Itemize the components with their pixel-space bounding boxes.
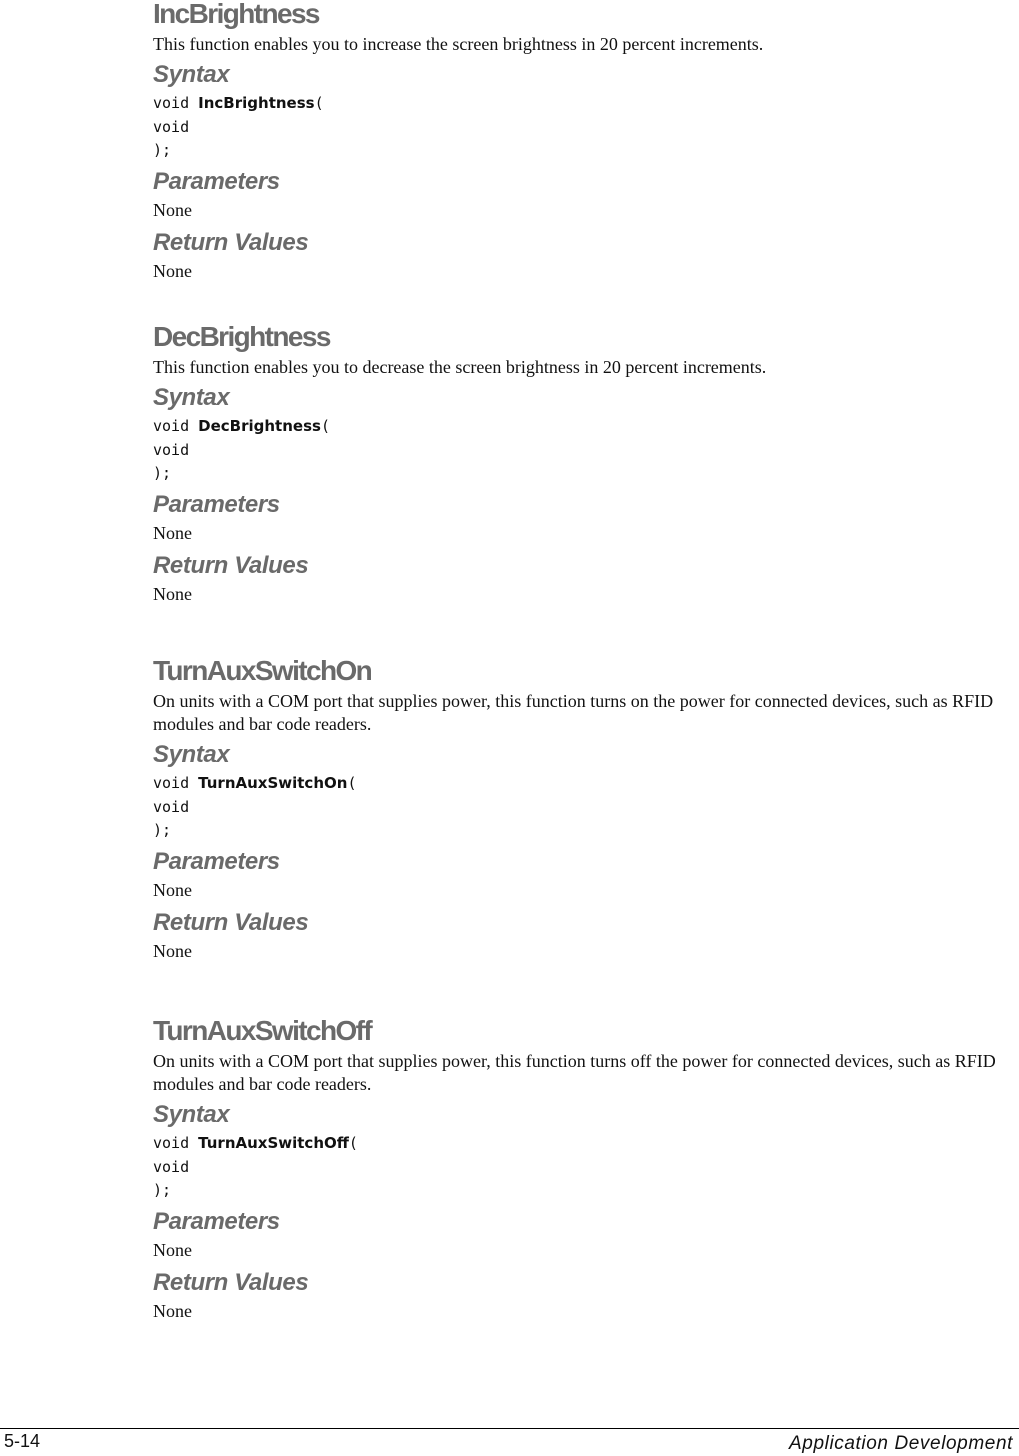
function-section-turnauxswitchoff [153, 1017, 1013, 1331]
syntax-line-arg: void [153, 117, 190, 136]
parameters-value: None [153, 1239, 192, 1260]
return-values-heading: Return Values [153, 1268, 309, 1296]
syntax-block [153, 1132, 1013, 1203]
syntax-line-signature [153, 92, 1013, 116]
syntax-heading: Syntax [153, 1101, 230, 1128]
syntax-heading: Syntax [153, 384, 230, 411]
function-description: On units with a COM port that supplies power, this function turns off the power for connected devices, such as RFID modules and bar code readers. [153, 1051, 996, 1094]
return-values-value: None [153, 940, 192, 961]
syntax-block [153, 415, 1013, 486]
return-values-heading: Return Values [153, 551, 309, 579]
function-section-incbrightness [153, 0, 1013, 291]
parameters-value: None [153, 199, 192, 220]
return-type: void [153, 94, 190, 112]
syntax-line-signature [153, 1132, 1013, 1156]
syntax-block [153, 92, 1013, 163]
open-paren: ( [348, 1134, 358, 1152]
open-paren: ( [314, 94, 324, 112]
syntax-line-signature [153, 415, 1013, 439]
syntax-line-close: ); [153, 1181, 172, 1199]
syntax-heading: Syntax [153, 61, 230, 88]
syntax-line-close: ); [153, 821, 172, 839]
function-title: TurnAuxSwitchOff [153, 1015, 372, 1046]
return-values-value: None [153, 583, 192, 604]
function-name: IncBrightness [198, 94, 315, 112]
syntax-line-close: ); [153, 141, 172, 159]
parameters-heading: Parameters [153, 490, 280, 518]
syntax-line-arg: void [153, 440, 190, 459]
syntax-heading: Syntax [153, 741, 230, 768]
syntax-line-arg: void [153, 797, 190, 816]
open-paren: ( [347, 774, 357, 792]
return-values-heading: Return Values [153, 228, 309, 256]
parameters-value: None [153, 522, 192, 543]
return-type: void [153, 1134, 190, 1152]
return-values-heading: Return Values [153, 908, 309, 936]
function-description: This function enables you to increase the screen brightness in 20 percent increments. [153, 34, 764, 54]
open-paren: ( [320, 417, 330, 435]
function-section-turnauxswitchon [153, 657, 1013, 971]
syntax-line-signature [153, 772, 1013, 796]
chapter-title: Application Development [789, 1433, 1013, 1454]
return-values-value: None [153, 1300, 192, 1321]
return-type: void [153, 774, 190, 792]
function-title: TurnAuxSwitchOn [153, 655, 372, 686]
function-section-decbrightness [153, 323, 1013, 614]
function-description: On units with a COM port that supplies power, this function turns on the power for connected devices, such as RFID modules and bar code readers. [153, 691, 994, 734]
function-title: IncBrightness [153, 0, 319, 29]
function-name: TurnAuxSwitchOff [198, 1134, 349, 1152]
function-name: TurnAuxSwitchOn [198, 774, 348, 792]
syntax-block [153, 772, 1013, 843]
parameters-heading: Parameters [153, 167, 280, 195]
syntax-line-arg: void [153, 1157, 190, 1176]
parameters-value: None [153, 879, 192, 900]
function-name: DecBrightness [198, 417, 321, 435]
page-number: 5-14 [4, 1431, 41, 1451]
parameters-heading: Parameters [153, 847, 280, 875]
return-values-value: None [153, 260, 192, 281]
footer-divider [0, 1428, 1019, 1429]
parameters-heading: Parameters [153, 1207, 280, 1235]
function-title: DecBrightness [153, 321, 330, 352]
return-type: void [153, 417, 190, 435]
syntax-line-close: ); [153, 464, 172, 482]
function-description: This function enables you to decrease the screen brightness in 20 percent increments. [153, 357, 767, 377]
